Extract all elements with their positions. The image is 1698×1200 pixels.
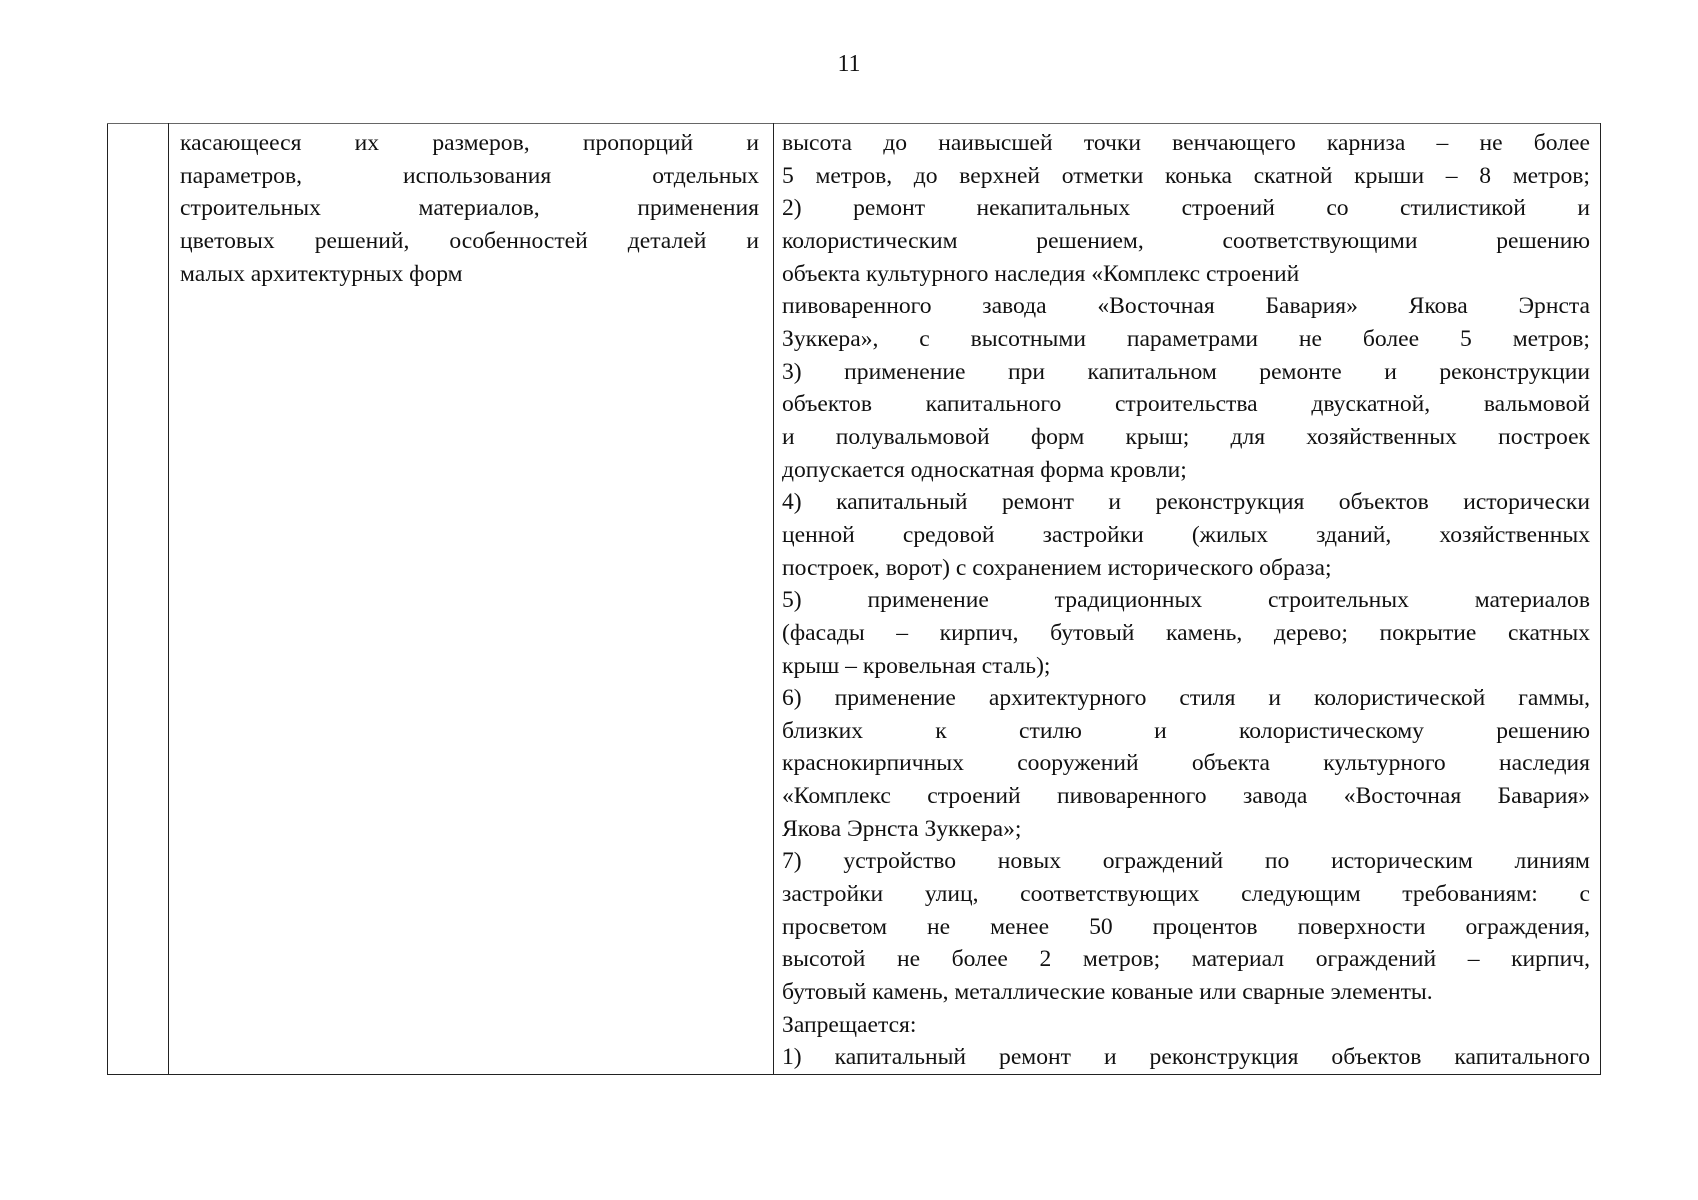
text-line: 3) применение при капитальном ремонте и реконструкции	[782, 358, 1590, 385]
text-line: крыш – кровельная сталь);	[782, 652, 1051, 679]
text-line: 4) капитальный ремонт и реконструкция объектов исторически	[782, 489, 1590, 516]
row-number-cell	[108, 124, 169, 1075]
text-line: ценной средовой застройки (жилых зданий, хозяйственных	[782, 521, 1590, 548]
subject-cell	[169, 124, 774, 1075]
text-line: высотой не более 2 метров; материал ограждений – кирпич,	[782, 946, 1590, 973]
text-line: близких к стилю и колористическому решению	[782, 717, 1590, 744]
text-line: параметров, использования отдельных	[180, 162, 759, 189]
text-line: строительных материалов, применения	[180, 195, 759, 222]
text-line: 5 метров, до верхней отметки конька скатной крыши – 8 метров;	[782, 162, 1590, 189]
text-line: колористическим решением, соответствующими решению	[782, 227, 1590, 254]
subject-text	[169, 124, 773, 290]
text-line: и полувальмовой форм крыш; для хозяйственных построек	[782, 423, 1590, 450]
text-line: 1) капитальный ремонт и реконструкция объектов капитального	[782, 1044, 1590, 1071]
text-line: 5) применение традиционных строительных материалов	[782, 587, 1590, 614]
text-line: краснокирпичных сооружений объекта культурного наследия	[782, 750, 1590, 777]
text-line: 7) устройство новых ограждений по историческим линиям	[782, 848, 1590, 875]
text-line: пивоваренного завода «Восточная Бавария» Якова Эрнста	[782, 293, 1590, 320]
text-line: застройки улиц, соответствующих следующим требованиям: с	[782, 881, 1590, 908]
text-line: просветом не менее 50 процентов поверхности ограждения,	[782, 913, 1590, 940]
text-line: Зуккера», с высотными параметрами не более 5 метров;	[782, 325, 1590, 352]
text-line: бутовый камень, металлические кованые или сварные элементы.	[782, 979, 1433, 1006]
text-line: допускается односкатная форма кровли;	[782, 456, 1187, 483]
table-row	[108, 124, 1601, 1075]
text-line: 6) применение архитектурного стиля и колористической гаммы,	[782, 685, 1590, 712]
text-line: построек, ворот) с сохранением исторического образа;	[782, 554, 1332, 581]
text-line: малых архитектурных форм	[180, 260, 463, 287]
text-line: 2) ремонт некапитальных строений со стилистикой и	[782, 195, 1590, 222]
text-line: «Комплекс строений пивоваренного завода «Восточная Бавария»	[782, 783, 1590, 810]
regulations-table	[107, 123, 1601, 1075]
text-line: объектов капитального строительства двускатной, вальмовой	[782, 391, 1590, 418]
text-line: Якова Эрнста Зуккера»;	[782, 815, 1022, 842]
page-number: 11	[837, 51, 861, 77]
text-line: объекта культурного наследия «Комплекс строений	[782, 260, 1300, 287]
text-line: касающееся их размеров, пропорций и	[180, 130, 759, 156]
requirements-text	[774, 124, 1600, 1074]
requirements-cell	[774, 124, 1601, 1075]
text-line: Запрещается:	[782, 1011, 917, 1038]
text-line: высота до наивысшей точки венчающего карниза – не более	[782, 130, 1590, 156]
text-line: цветовых решений, особенностей деталей и	[180, 227, 759, 254]
text-line: (фасады – кирпич, бутовый камень, дерево; покрытие скатных	[782, 619, 1590, 646]
